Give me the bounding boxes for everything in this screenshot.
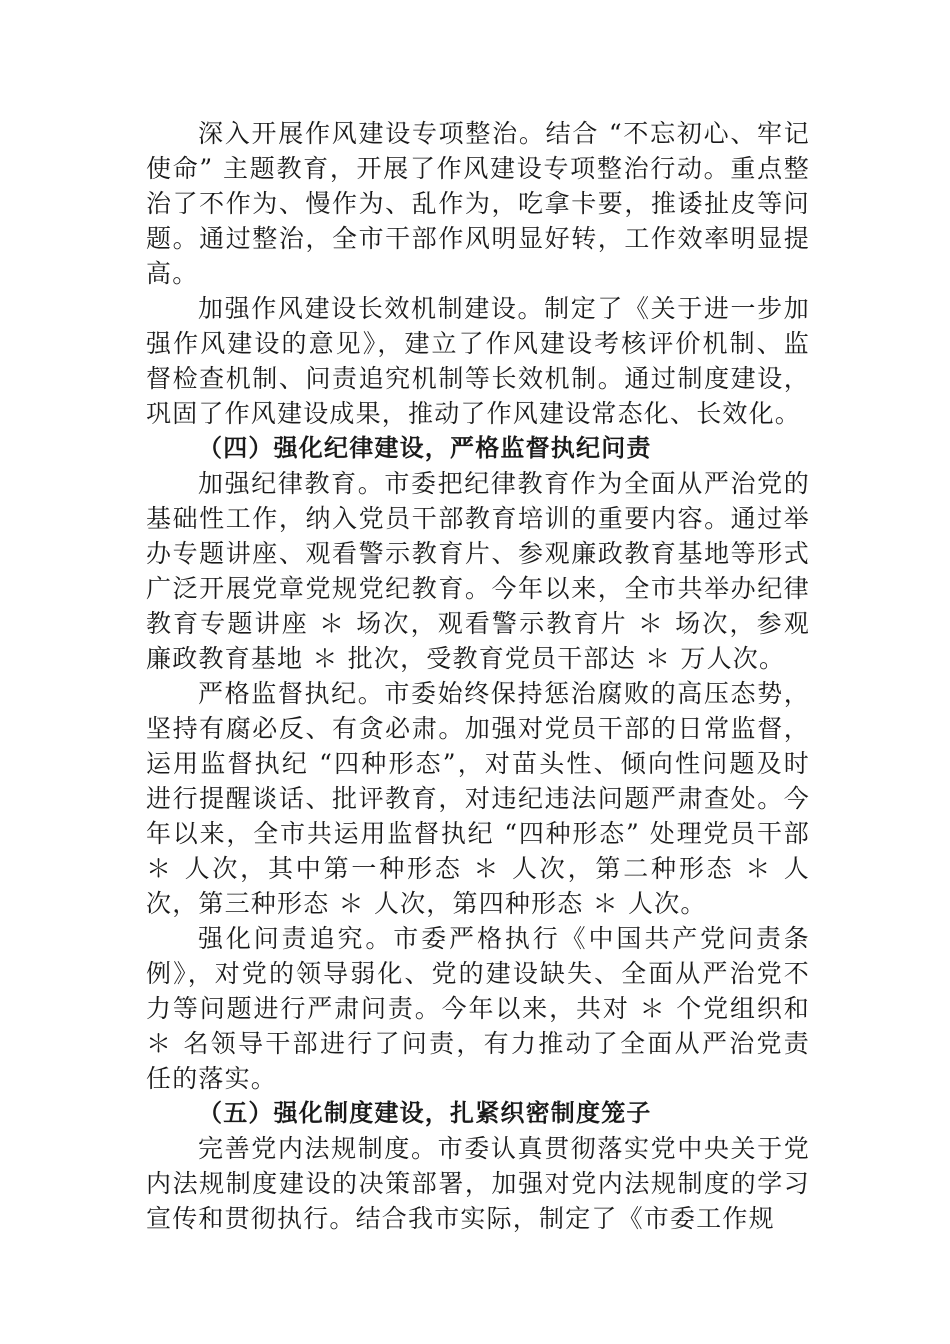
paragraph-style-rectification: 深入开展作风建设专项整治。结合 “不忘初心、牢记使命” 主题教育，开展了作风建设专项整治行动。重点整治了不作为、慢作为、乱作为，吃拿卡要，推诿扯皮等问题。通过整治，全市干部作风明显好转，工作效率明显提高。: [146, 119, 810, 288]
section-heading-institutions: （五）强化制度建设，扎紧织密制度笼子: [198, 1099, 652, 1127]
section-heading-discipline: （四）强化纪律建设，严格监督执纪问责: [198, 434, 652, 462]
paragraph-party-regulations: 完善党内法规制度。市委认真贯彻落实党中央关于党内法规制度建设的决策部署，加强对党内法规制度的学习宣传和贯彻执行。结合我市实际，制定了《市委工作规: [146, 1134, 810, 1233]
paragraph-accountability: 强化问责追究。市委严格执行《中国共产党问责条例》，对党的领导弱化、党的建设缺失、全面从严治党不力等问题进行严肃问责。今年以来，共对 ＊ 个党组织和 ＊ 名领导干部进行了问责，有力推动了全面从严治党责任的落实。: [146, 924, 810, 1093]
paragraph-long-term-mechanism: 加强作风建设长效机制建设。制定了《关于进一步加强作风建设的意见》，建立了作风建设考核评价机制、监督检查机制、问责追究机制等长效机制。通过制度建设，巩固了作风建设成果，推动了作风建设常态化、长效化。: [146, 294, 810, 428]
paragraph-supervision: 严格监督执纪。市委始终保持惩治腐败的高压态势，坚持有腐必反、有贪必肃。加强对党员干部的日常监督，运用监督执纪 “四种形态”，对苗头性、倾向性问题及时进行提醒谈话、批评教育，对违纪违法问题严肃查处。今年以来，全市共运用监督执纪 “四种形态” 处理党员干部 ＊ 人次，其中第一种形态 ＊ 人次，第二种形态 ＊ 人次，第三种形态 ＊ 人次，第四种形态 ＊ 人次。: [146, 679, 810, 918]
document-body: [146, 116, 810, 1236]
paragraph-discipline-education: 加强纪律教育。市委把纪律教育作为全面从严治党的基础性工作，纳入党员干部教育培训的重要内容。通过举办专题讲座、观看警示教育片、参观廉政教育基地等形式广泛开展党章党规党纪教育。今年以来，全市共举办纪律教育专题讲座 ＊ 场次，观看警示教育片 ＊ 场次，参观廉政教育基地 ＊ 批次，受教育党员干部达 ＊ 万人次。: [146, 469, 810, 673]
